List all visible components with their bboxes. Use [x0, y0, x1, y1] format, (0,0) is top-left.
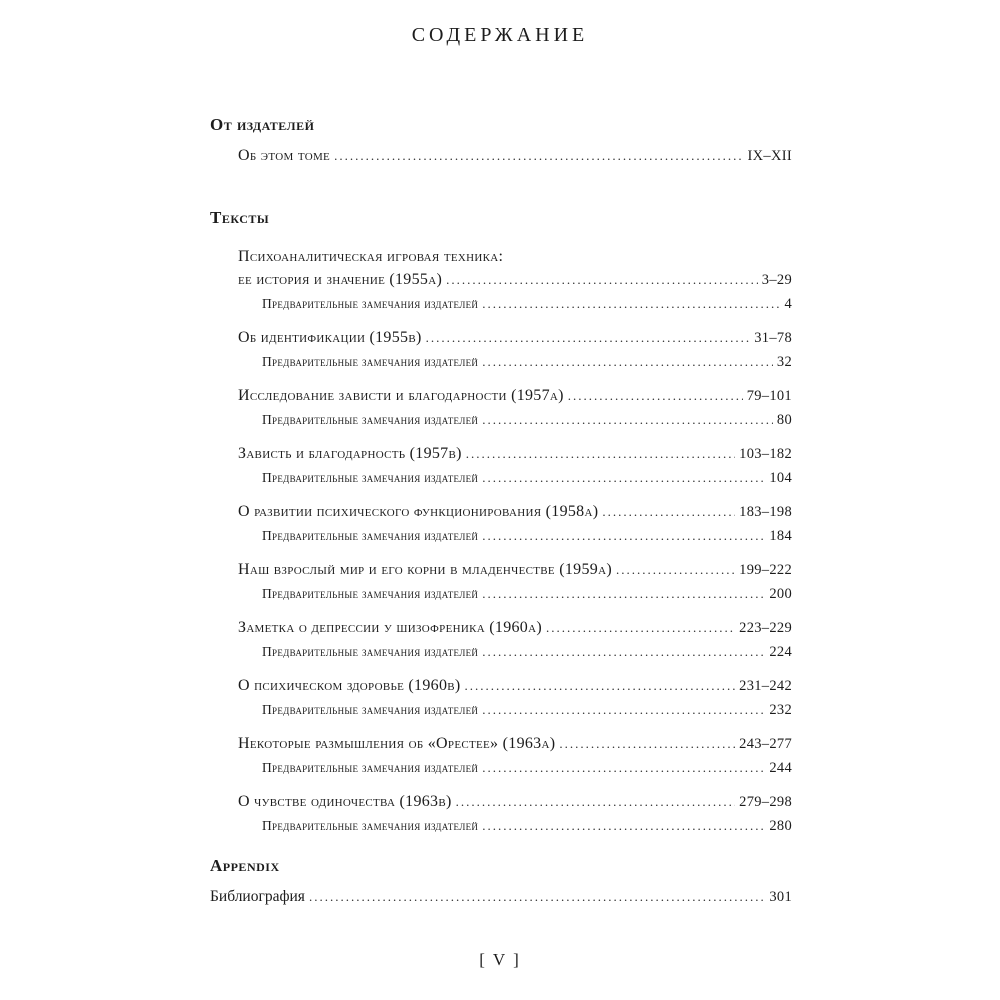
toc-entry-title: О развитии психического функционирования (1958a) — [238, 503, 599, 520]
toc-sub-entry-title: Предварительные замечания издателей — [262, 354, 479, 369]
toc-sub-entry-title: Предварительные замечания издателей — [262, 296, 479, 311]
dot-leader — [482, 524, 765, 547]
toc-entry-title: Заметка о депрессии у шизофреника (1960a) — [238, 619, 542, 636]
toc-entry-title: Зависть и благодарность (1957b) — [238, 445, 462, 462]
toc-sub-entry — [262, 524, 792, 548]
dot-leader — [568, 384, 743, 407]
page-range: 232 — [769, 702, 792, 718]
toc-entry-title: О психическом здоровье (1960b) — [238, 677, 461, 694]
toc-sub-entry — [262, 292, 792, 316]
dot-leader — [465, 674, 736, 697]
toc-sub-entry — [262, 350, 792, 374]
toc-item-title: Об этом томе — [238, 147, 331, 164]
toc-entry — [238, 245, 792, 316]
page-range: 31–78 — [754, 330, 792, 346]
toc-entry — [238, 674, 792, 722]
toc-line — [238, 442, 792, 466]
toc-sub-entry-title: Предварительные замечания издателей — [262, 818, 479, 833]
toc-entry — [238, 384, 792, 432]
dot-leader — [446, 268, 758, 291]
dot-leader — [482, 698, 765, 721]
page-range: 224 — [769, 644, 792, 660]
dot-leader — [482, 408, 773, 431]
dot-leader — [482, 756, 765, 779]
toc-line — [238, 558, 792, 582]
page-range: 199–222 — [739, 562, 792, 578]
toc-line — [238, 790, 792, 814]
toc-sub-entry — [262, 582, 792, 606]
toc-line — [238, 245, 792, 268]
page-range: 243–277 — [739, 736, 792, 752]
toc-line — [238, 326, 792, 350]
page-range: 200 — [769, 586, 792, 602]
dot-leader — [616, 558, 735, 581]
dot-leader — [309, 885, 765, 908]
toc-sub-entry-title: Предварительные замечания издателей — [262, 760, 479, 775]
toc-entry — [238, 790, 792, 838]
toc-sub-entry — [262, 814, 792, 838]
toc-item-title: Библиография — [210, 888, 305, 905]
page-range: 104 — [769, 470, 792, 486]
toc-sub-entry-title: Предварительные замечания издателей — [262, 644, 479, 659]
toc-sub-entry — [262, 756, 792, 780]
page-range: 301 — [769, 889, 792, 905]
toc-sub-entry-title: Предварительные замечания издателей — [262, 702, 479, 717]
section-heading-publishers: От издателей — [210, 115, 315, 134]
toc-entries — [210, 245, 792, 838]
toc-entry-title: Об идентификации (1955b) — [238, 329, 422, 346]
toc-sub-entry-title: Предварительные замечания издателей — [262, 412, 479, 427]
toc-line — [238, 384, 792, 408]
dot-leader — [602, 500, 735, 523]
dot-leader — [482, 292, 780, 315]
dot-leader — [334, 144, 743, 167]
toc-entry — [238, 442, 792, 490]
dot-leader — [546, 616, 735, 639]
page-range: 280 — [769, 818, 792, 834]
toc-sub-entry-title: Предварительные замечания издателей — [262, 586, 479, 601]
toc-sub-entry-title: Предварительные замечания издателей — [262, 528, 479, 543]
page-range: 183–198 — [739, 504, 792, 520]
toc-entry-title-continued: ее история и значение (1955a) — [238, 271, 443, 288]
page-range: 3–29 — [761, 272, 792, 288]
dot-leader — [482, 350, 773, 373]
page-range: 4 — [784, 296, 792, 312]
dot-leader — [456, 790, 736, 813]
dot-leader — [482, 640, 765, 663]
page-range: 184 — [769, 528, 792, 544]
page-range: 32 — [776, 354, 792, 370]
page-range: 231–242 — [739, 678, 792, 694]
toc-item-about-volume — [238, 144, 792, 168]
dot-leader — [482, 582, 765, 605]
page-range: 223–229 — [739, 620, 792, 636]
toc-entry — [238, 558, 792, 606]
page-range: 103–182 — [739, 446, 792, 462]
toc-entry-title: Некоторые размышления об «Орестее» (1963a) — [238, 735, 556, 752]
page-range: 279–298 — [739, 794, 792, 810]
toc-line — [238, 732, 792, 756]
page-range: IX–XII — [747, 148, 792, 164]
toc-content — [210, 113, 792, 909]
toc-sub-entry — [262, 698, 792, 722]
toc-entry — [238, 326, 792, 374]
toc-entry — [238, 500, 792, 548]
page-range: 80 — [776, 412, 792, 428]
toc-entry-title: Наш взрослый мир и его корни в младенчестве (1959a) — [238, 561, 612, 578]
toc-line — [238, 268, 792, 292]
section-heading-texts: Тексты — [210, 208, 270, 227]
toc-line — [238, 500, 792, 524]
toc-entry — [238, 616, 792, 664]
dot-leader — [482, 466, 765, 489]
page-range: 244 — [769, 760, 792, 776]
toc-entry-title: Исследование зависти и благодарности (1957a) — [238, 387, 564, 404]
toc-sub-entry — [262, 640, 792, 664]
page-range: 79–101 — [746, 388, 792, 404]
page-title: СОДЕРЖАНИЕ — [411, 24, 589, 46]
toc-entry — [238, 732, 792, 780]
dot-leader — [466, 442, 735, 465]
footer-page-number: [ V ] — [479, 950, 521, 969]
toc-sub-entry — [262, 408, 792, 432]
dot-leader — [482, 814, 765, 837]
toc-entry-title: Психоаналитическая игровая техника: — [238, 248, 504, 265]
toc-sub-entry-title: Предварительные замечания издателей — [262, 470, 479, 485]
toc-line — [238, 674, 792, 698]
section-heading-appendix: Appendix — [210, 856, 280, 875]
toc-entry-title: О чувстве одиночества (1963b) — [238, 793, 452, 810]
toc-item-bibliography — [210, 885, 792, 909]
toc-sub-entry — [262, 466, 792, 490]
toc-line — [238, 616, 792, 640]
dot-leader — [426, 326, 751, 349]
dot-leader — [559, 732, 735, 755]
